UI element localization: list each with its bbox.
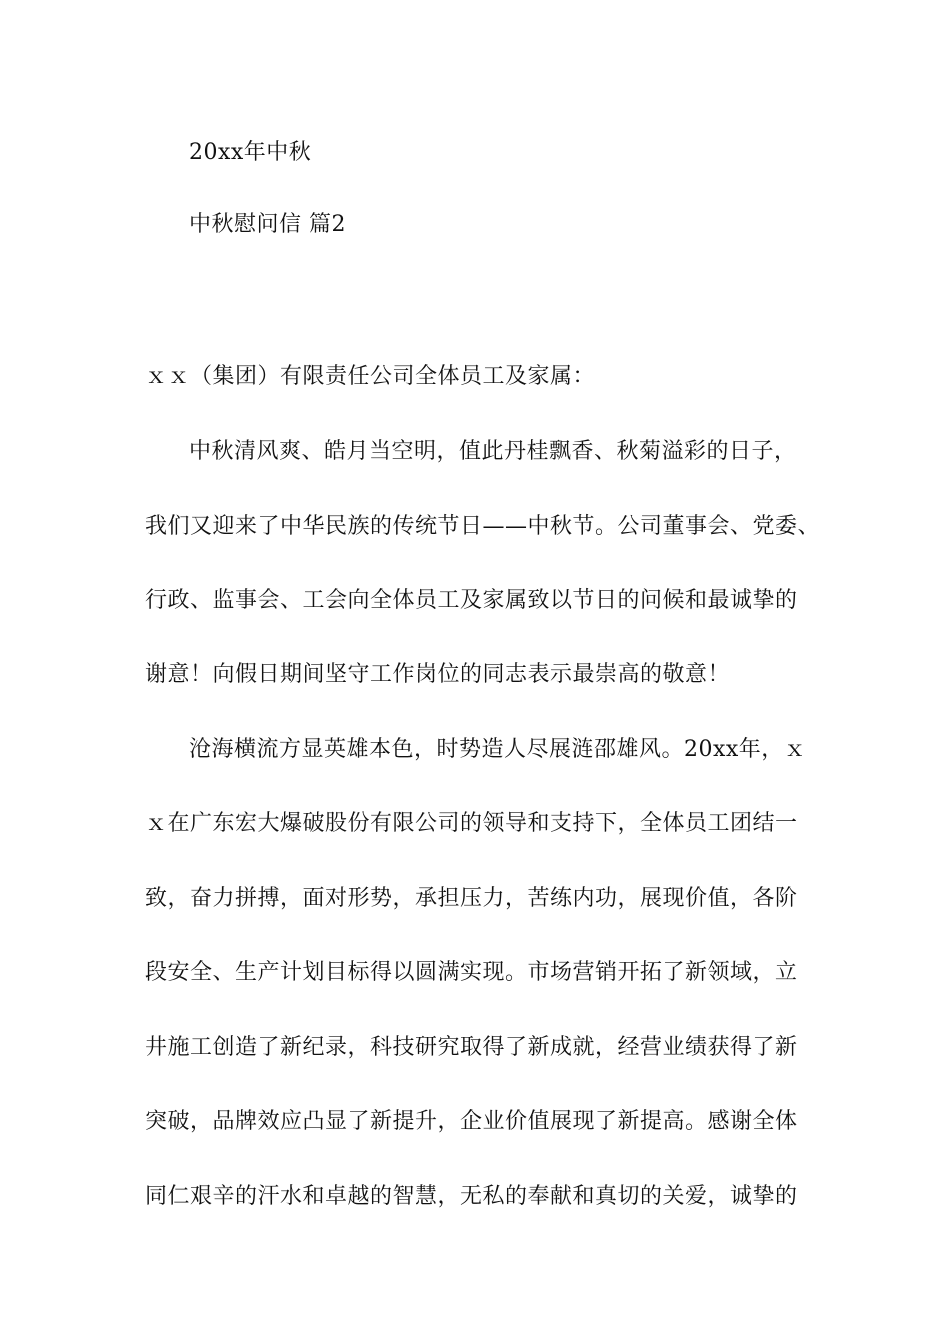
paragraph-line: 行政、监事会、工会向全体员工及家属致以节日的问候和最诚挚的 [145,588,798,613]
paragraph-line: 沧海横流方显英雄本色，时势造人尽展涟邵雄风。20xx年，ｘ [189,737,807,762]
paragraph-line: 段安全、生产计划目标得以圆满实现。市场营销开拓了新领域，立 [145,960,798,985]
paragraph-line: ｘ在广东宏大爆破股份有限公司的领导和支持下，全体员工团结一 [145,811,798,836]
paragraph-line: 我们又迎来了中华民族的传统节日——中秋节。公司董事会、党委、 [145,514,821,539]
paragraph-line: 同仁艰辛的汗水和卓越的智慧，无私的奉献和真切的关爱，诚挚的 [145,1184,798,1209]
paragraph-line: 谢意！向假日期间坚守工作岗位的同志表示最崇高的敬意！ [145,662,731,687]
date-line: 20xx年中秋 [189,140,312,165]
salutation: ｘｘ（集团）有限责任公司全体员工及家属： [145,364,596,389]
paragraph-line: 井施工创造了新纪录，科技研究取得了新成就，经营业绩获得了新 [145,1035,798,1060]
section-title: 中秋慰问信 篇2 [189,212,346,237]
paragraph-line: 突破，品牌效应凸显了新提升，企业价值展现了新提高。感谢全体 [145,1109,798,1134]
paragraph-line: 致，奋力拼搏，面对形势，承担压力，苦练内功，展现价值，各阶 [145,886,798,911]
paragraph-line: 中秋清风爽、皓月当空明，值此丹桂飘香、秋菊溢彩的日子， [189,439,797,464]
